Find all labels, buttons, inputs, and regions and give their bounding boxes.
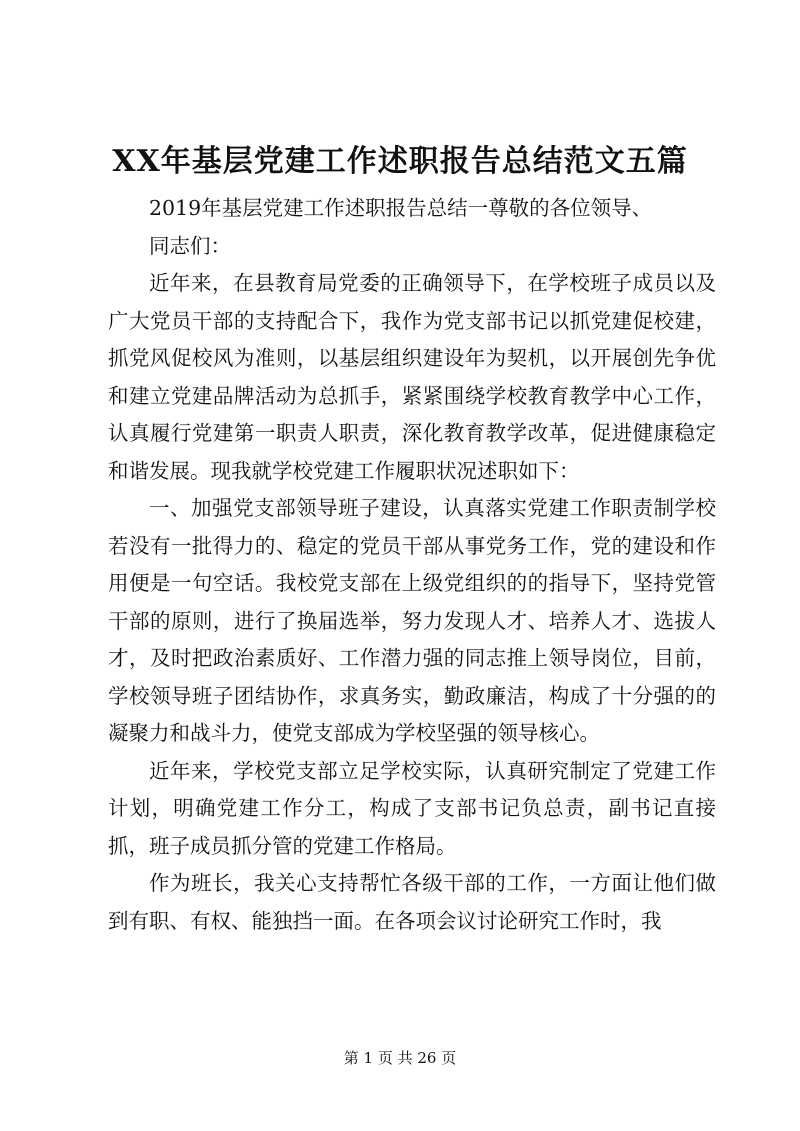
paragraph-6: 作为班长，我关心支持帮忙各级干部的工作，一方面让他们做到有职、有权、能独挡一面。在各项会议讨论研究工作时，我 bbox=[108, 871, 716, 933]
paragraph-5: 近年来，学校党支部立足学校实际，认真研究制定了党建工作计划，明确党建工作分工，构成了支部书记负总责，副书记直接抓，班子成员抓分管的党建工作格局。 bbox=[108, 758, 716, 858]
paragraph-2: 同志们： bbox=[149, 233, 231, 258]
document-title: XX年基层党建工作述职报告总结范文五篇 bbox=[112, 144, 688, 179]
page-footer: 第 1 页 共 26 页 bbox=[343, 1049, 457, 1067]
paragraph-4: 一、加强党支部领导班子建设，认真落实党建工作职责制学校若没有一批得力的、稳定的党员干部从事党务工作，党的建设和作用便是一句空话。我校党支部在上级党组织的的指导下，坚持党管干部的原则，进行了换届选举，努力发现人才、培养人才、选拔人才，及时把政治素质好、工作潜力强的同志推上领导岗位，目前，学校领导班子团结协作，求真务实，勤政廉洁，构成了十分强的的凝聚力和战斗力，使党支部成为学校坚强的领导核心。 bbox=[108, 496, 716, 745]
document-body bbox=[108, 190, 716, 940]
paragraph-1: 2019年基层党建工作述职报告总结一尊敬的各位领导、 bbox=[149, 196, 653, 220]
paragraph-3: 近年来，在县教育局党委的正确领导下，在学校班子成员以及广大党员干部的支持配合下，我作为党支部书记以抓党建促校建，抓党风促校风为准则，以基层组织建设年为契机，以开展创先争优和建立党建品牌活动为总抓手，紧紧围绕学校教育教学中心工作，认真履行党建第一职责人职责，深化教育教学改革，促进健康稳定和谐发展。现我就学校党建工作履职状况述职如下： bbox=[108, 271, 716, 483]
